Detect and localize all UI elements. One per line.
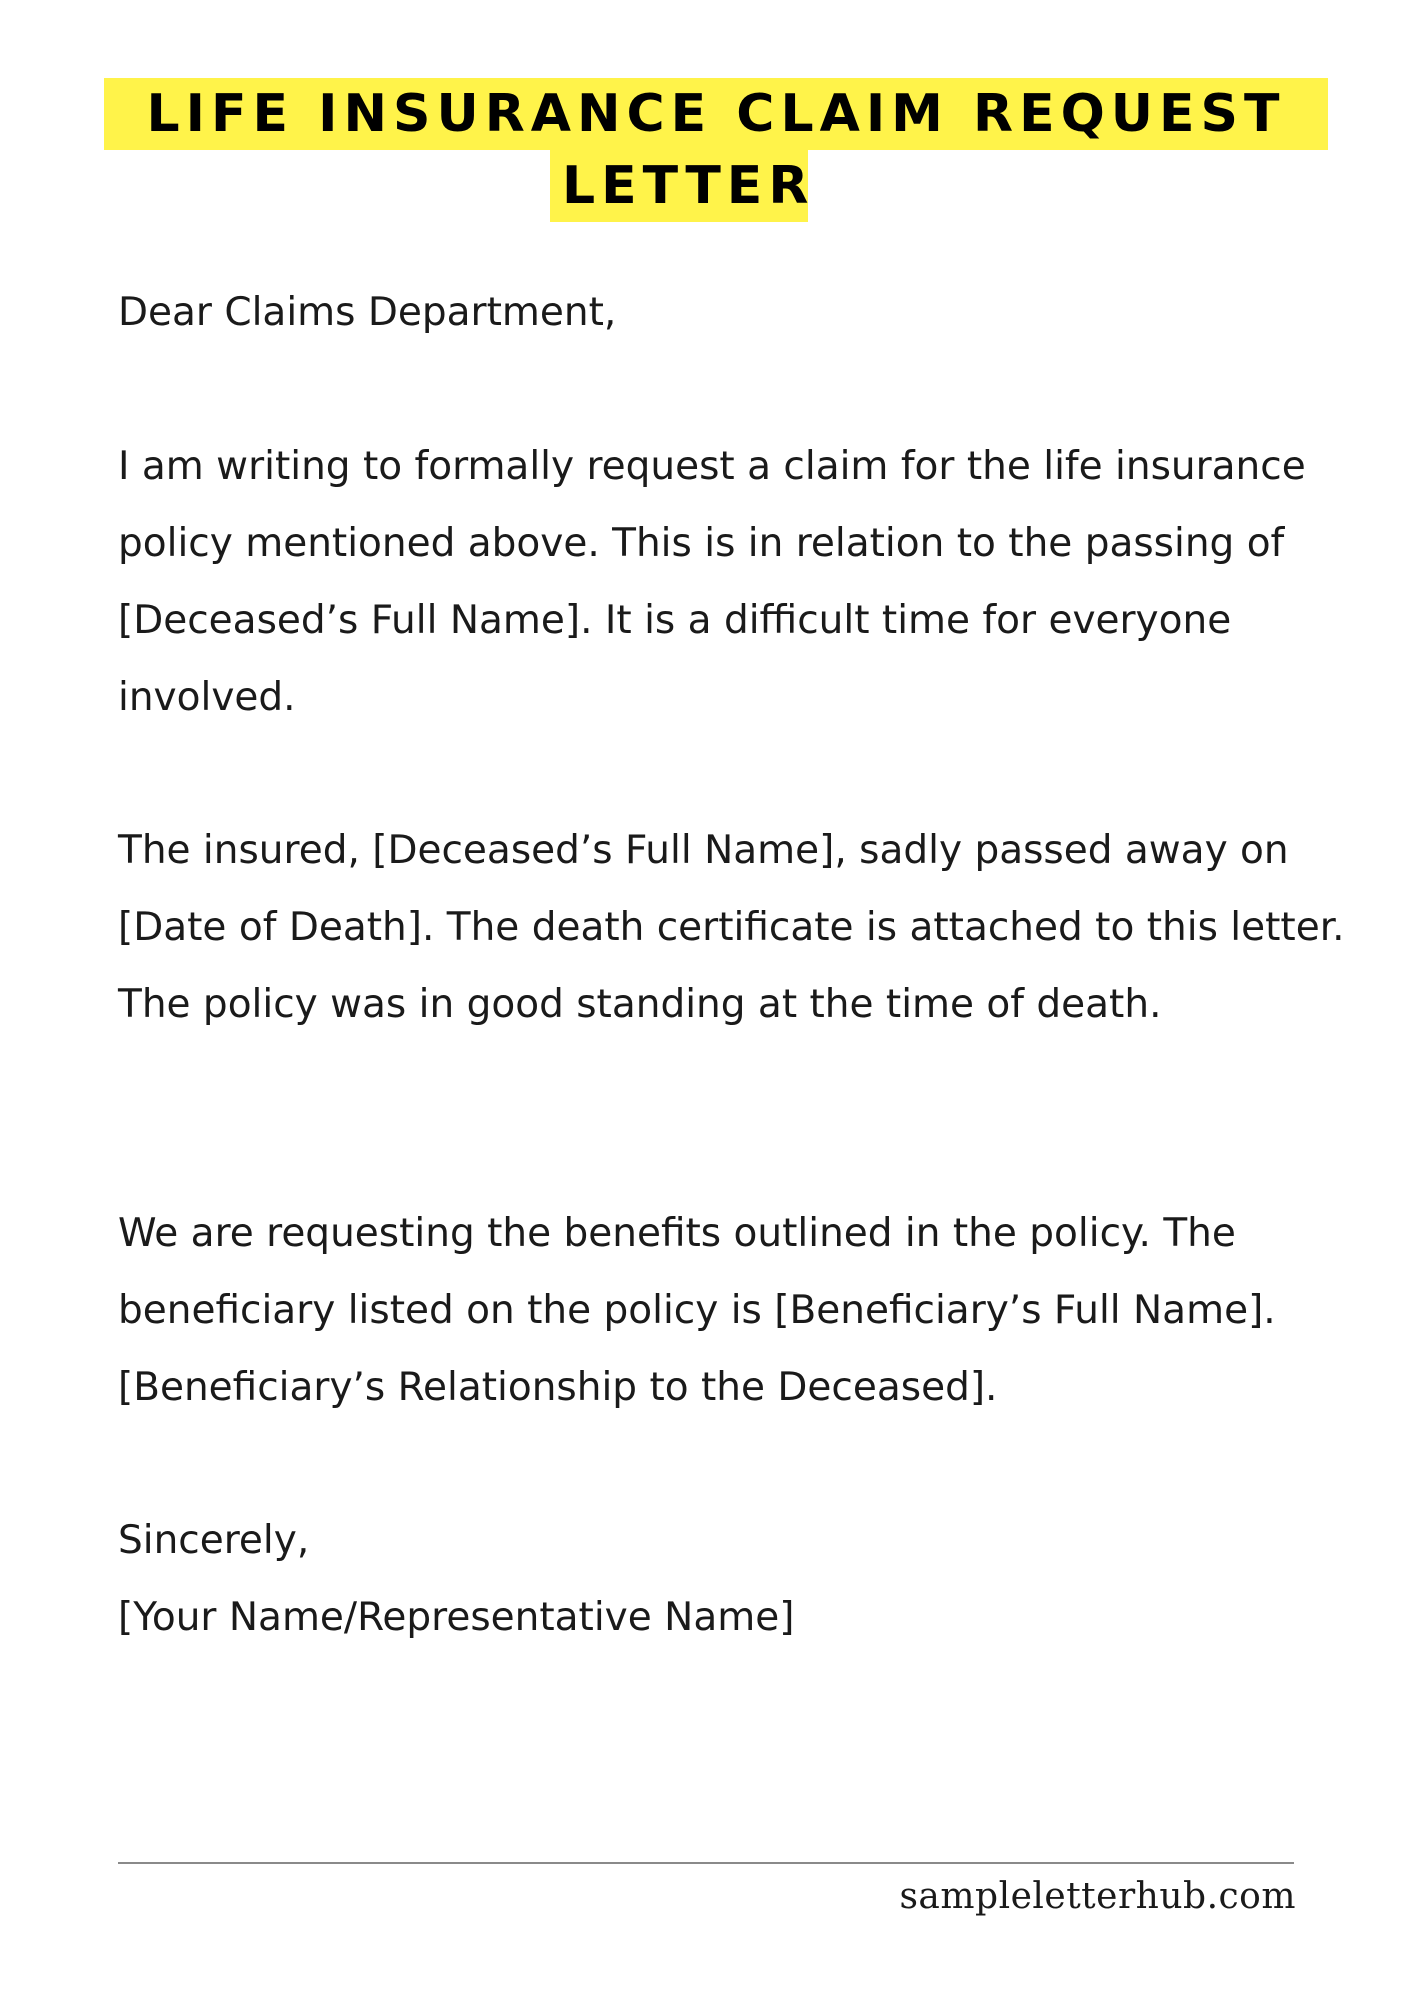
letter-paragraph-2: The insured, [Deceased’s Full Name], sadly passed away on [Date of Death]. The death certificate is attached to this letter. The policy was in good standing at the time of death.: [118, 828, 1345, 1027]
title-line-2: LETTER: [550, 150, 808, 222]
footer-divider: [118, 1862, 1294, 1864]
letter-paragraph-3: We are requesting the benefits outlined in the policy. The beneficiary listed on the policy is [Beneficiary’s Full Name]. [Beneficiary’s Relationship to the Deceased].: [118, 1211, 1276, 1410]
letter-salutation: Dear Claims Department,: [118, 290, 617, 335]
letter-signature: [Your Name/Representative Name]: [118, 1595, 795, 1640]
letter-paragraph-1: I am writing to formally request a claim for the life insurance policy mentioned above. This is in relation to the passing of [Deceased’s Full Name]. It is a difficult time for everyone involved.: [118, 444, 1306, 720]
letter-closing: Sincerely,: [118, 1518, 310, 1563]
title-line-1: LIFE INSURANCE CLAIM REQUEST: [104, 78, 1328, 150]
letter-closing-block: [118, 1502, 1358, 1656]
footer-website: sampleletterhub.com: [899, 1876, 1296, 1917]
